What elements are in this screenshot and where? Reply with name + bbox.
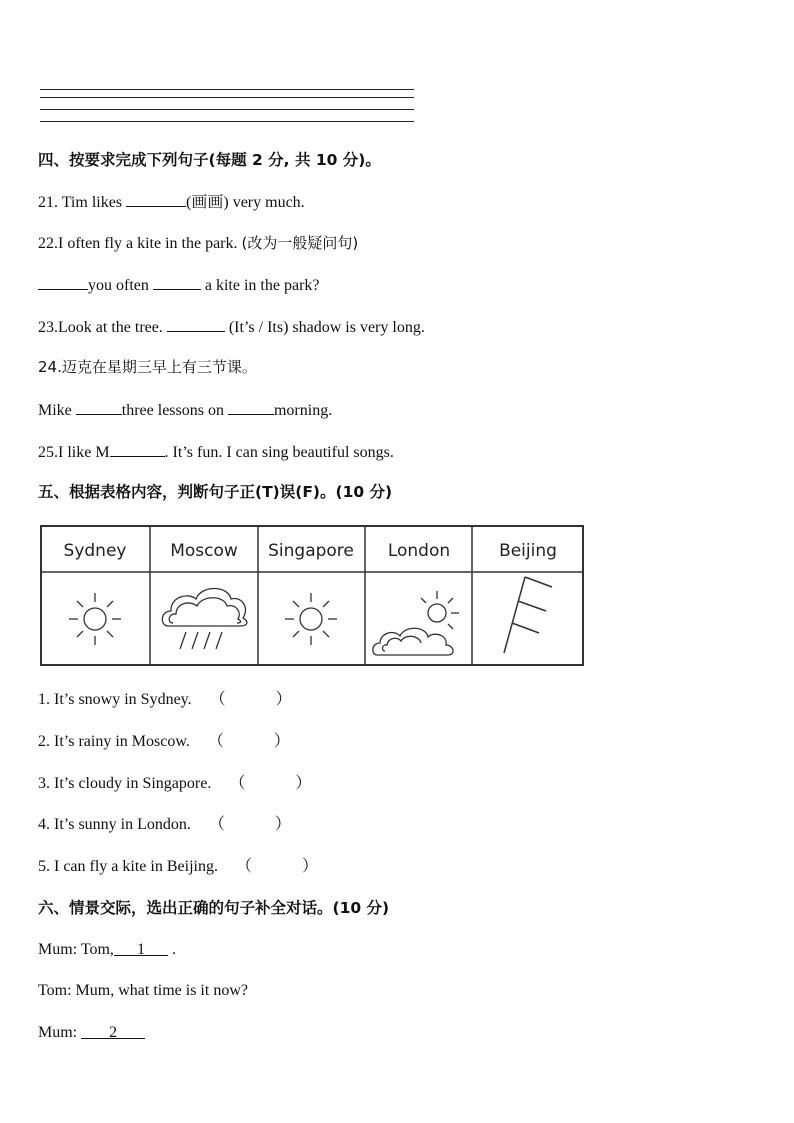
answer-line [40,89,414,90]
city-label: Singapore [268,541,354,561]
weather-table [40,525,584,666]
answer-line [40,109,414,110]
flag-wind-icon [504,577,552,653]
dialogue-blank-1[interactable]: 1 [114,940,168,956]
dialogue-line: Mum: Tom, 1 . [38,941,176,958]
answer-line [40,97,414,98]
answer-line [40,121,414,122]
q22-blank-1[interactable] [38,274,88,290]
tf-item: 3. It’s cloudy in Singapore. （ ） [38,775,312,792]
question-22-answer: you often a kite in the park? [38,274,320,296]
question-21: 21. Tim likes (画画) very much. [38,191,305,213]
rain-cloud-icon [162,589,247,650]
section6-heading: 六、情景交际，选出正确的句子补全对话。(10 分) [38,899,390,917]
dialogue-line: Mum: 2 [38,1023,145,1043]
city-label: Beijing [499,541,557,561]
tf-item: 1. It’s snowy in Sydney. （ ） [38,691,292,708]
tf-item: 4. It’s sunny in London. （ ） [38,816,291,833]
q24-blank-2[interactable] [228,399,274,415]
city-label: Moscow [170,541,238,561]
section4-heading: 四、按要求完成下列句子(每题 2 分, 共 10 分)。 [38,151,381,169]
question-25: 25.I like M . It’s fun. I can sing beautiful songs. [38,441,394,463]
dialogue-line: Tom: Mum, what time is it now? [38,982,248,999]
sun-icon [69,593,121,645]
city-label: Sydney [63,541,127,561]
question-24: 24.迈克在星期三早上有三节课。 [38,358,257,376]
question-24-answer: Mike three lessons on morning. [38,399,332,421]
section5-heading: 五、根据表格内容，判断句子正(T)误(F)。(10 分) [38,483,393,501]
q22-blank-2[interactable] [153,274,201,290]
sun-icon [285,593,337,645]
q25-blank[interactable] [110,441,165,457]
dialogue-blank-2[interactable]: 2 [81,1023,145,1039]
question-22: 22.I often fly a kite in the park. (改为一般疑问句) [38,234,359,252]
city-label: London [387,541,451,561]
tf-item: 5. I can fly a kite in Beijing. （ ） [38,858,318,875]
q24-blank-1[interactable] [76,399,122,415]
sun-cloud-icon [373,591,459,655]
q23-blank[interactable] [167,316,225,332]
q21-blank[interactable] [126,191,186,207]
question-23: 23.Look at the tree. (It’s / Its) shadow is very long. [38,316,425,338]
tf-item: 2. It’s rainy in Moscow. （ ） [38,733,290,750]
